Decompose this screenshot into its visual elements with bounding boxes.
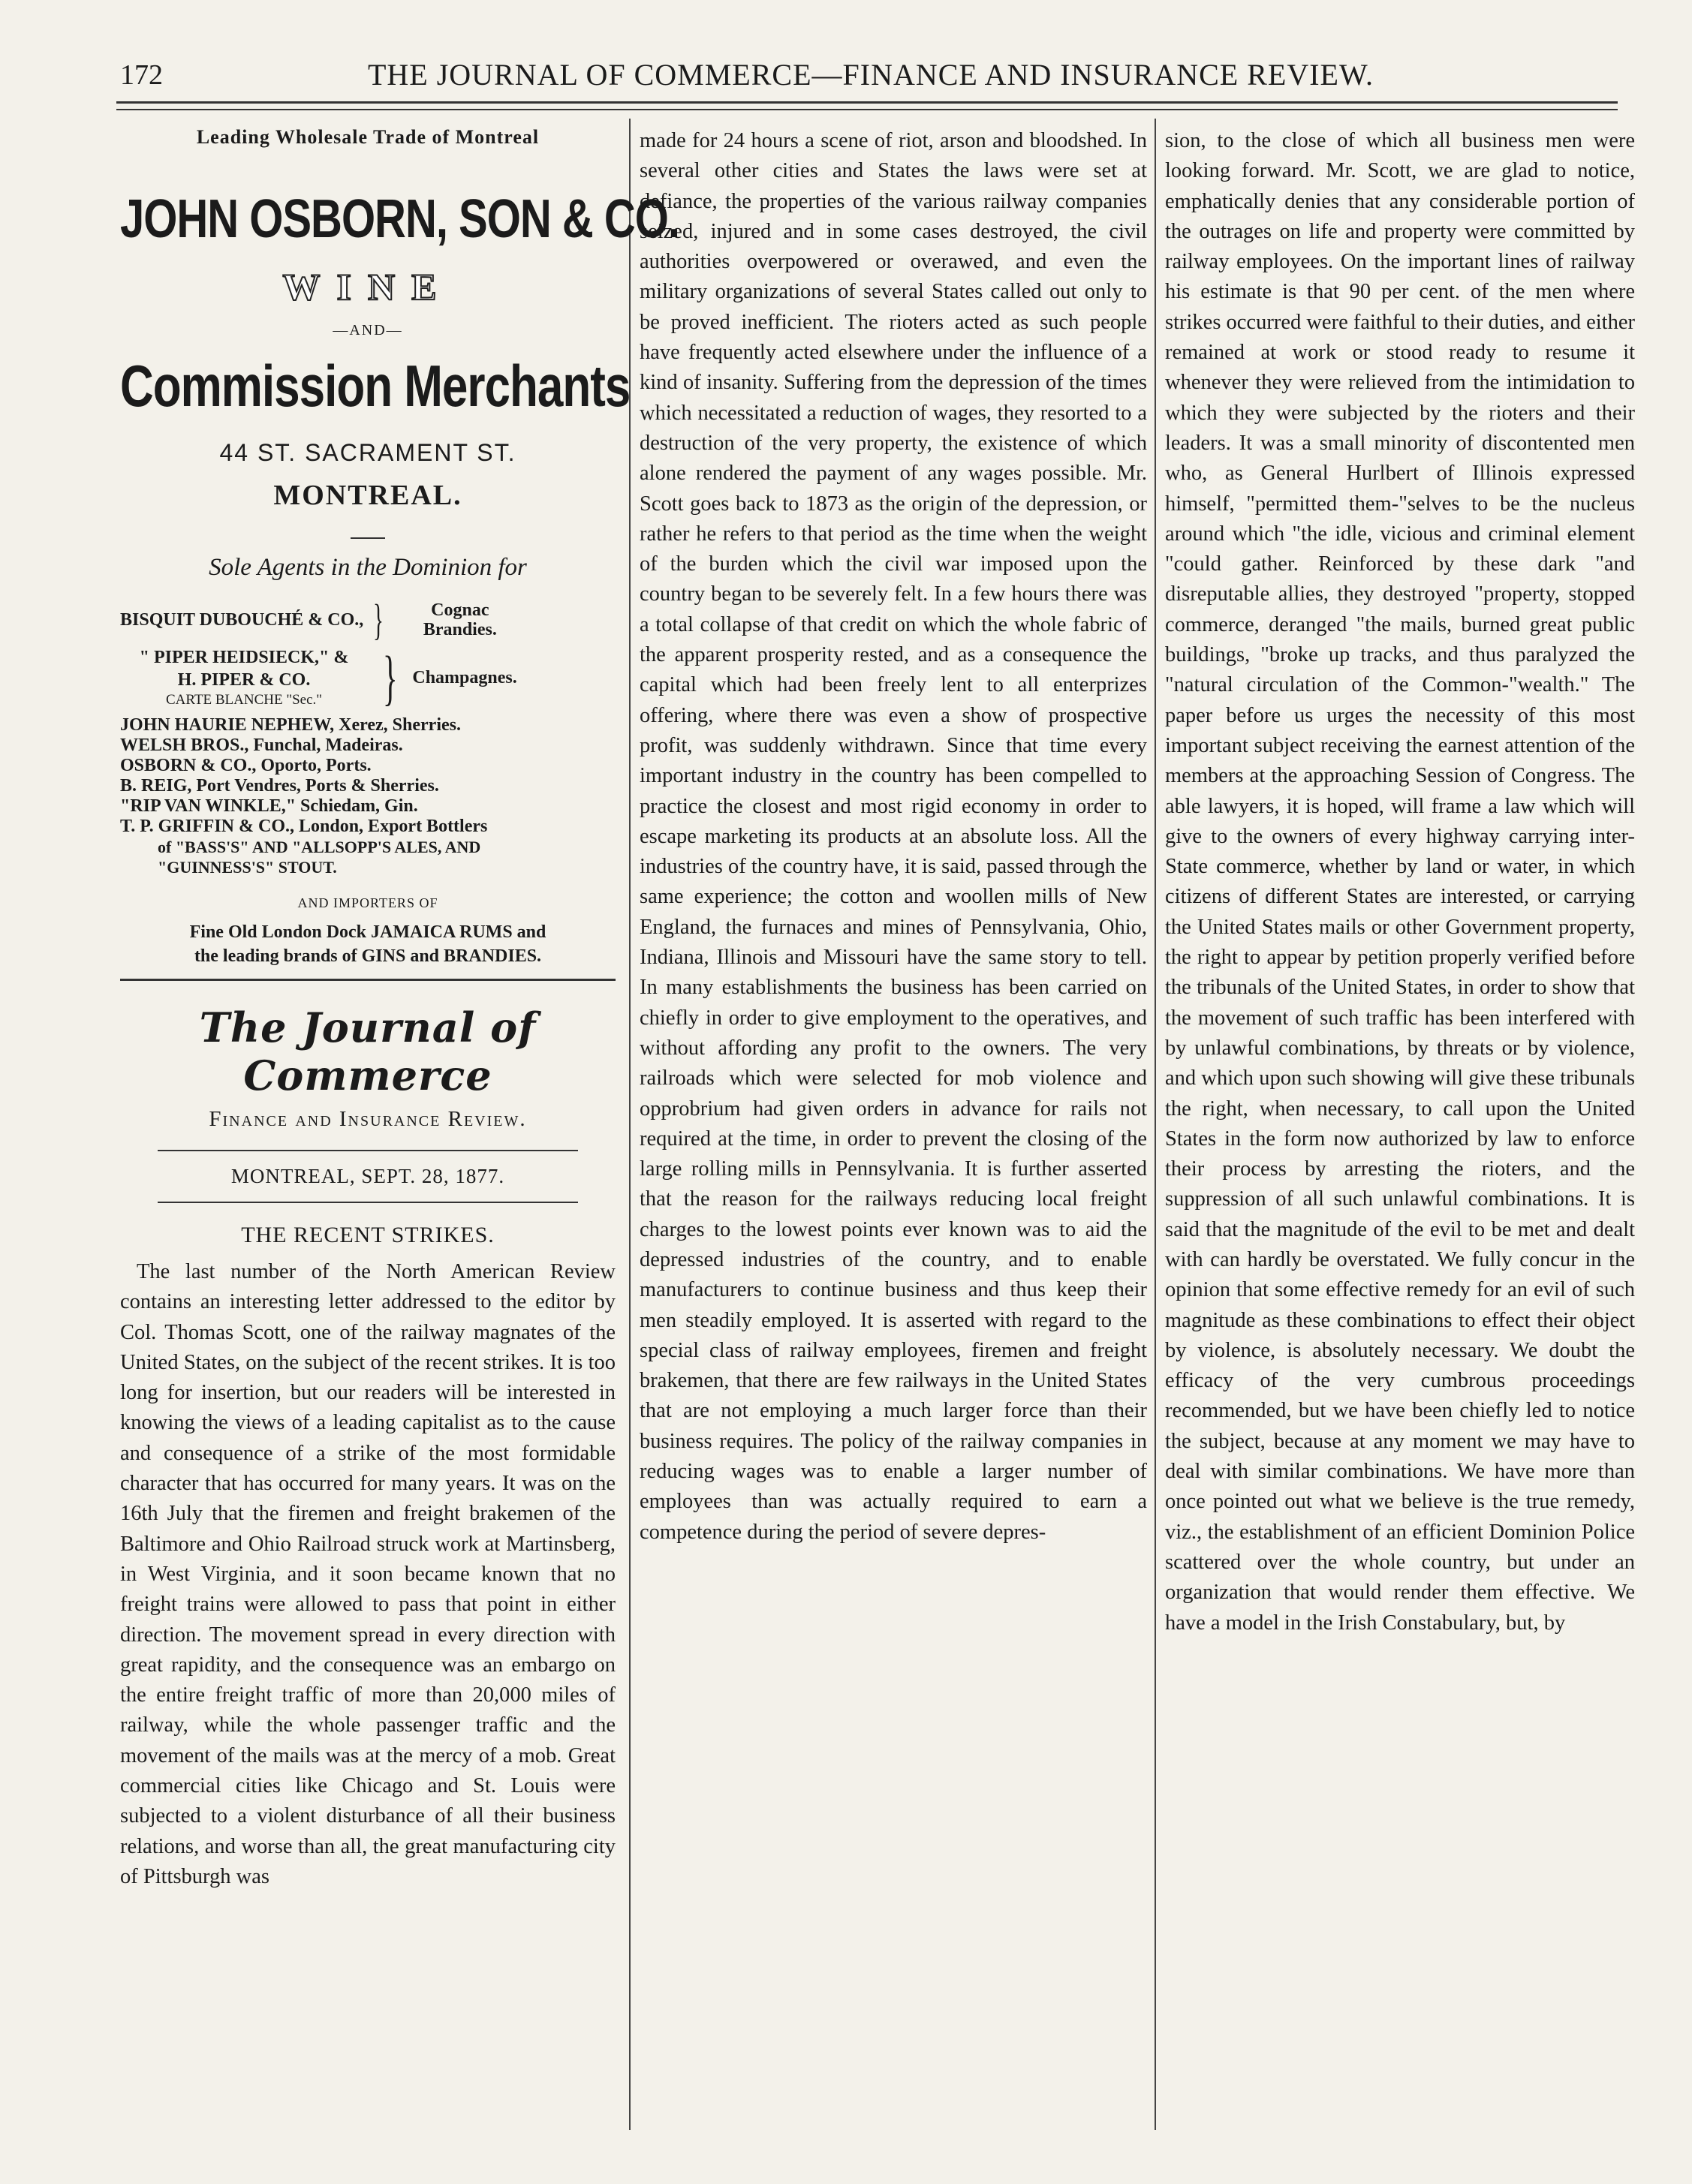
ad-agency-line: OSBORN & CO., Oporto, Ports.	[120, 756, 372, 775]
dateline-rule	[158, 1150, 578, 1151]
ad-and: —AND—	[333, 322, 403, 338]
ad-firm-name: JOHN OSBORN, SON & CO.	[120, 188, 679, 250]
article-body-col-1: The last number of the North American Review contains an interesting letter addressed to the editor by Col. Thomas Scott, one of the railway magnates of the United States, on the subject of the recent strikes. It is too long for insertion, but our readers will be interested in knowing the views of a leading capitalist as to the cause and consequence of a strike of the most formidable character that has occurred for many years. It was on the 16th July that the firemen and freight brakemen of the Baltimore and Ohio Railroad struck work at Martinsberg, in West Virginia, and it soon became known that no freight trains were allowed to pass that point in either direction. The movement spread in every direction with great rapidity, and the consequence was an embargo on the entire freight traffic of more than 20,000 miles of railway, while the whole passenger traffic and the movement of the mails was at the mercy of a mob. Great commercial cities like Chicago and St. Louis were subjected to a violent disturbance of all their business relations, and worse than all, the great manufacturing city of Pittsburgh was	[120, 1260, 616, 1888]
masthead-subtitle: Finance and Insurance Review.	[209, 1107, 527, 1131]
article-body-col-3: sion, to the close of which all business men were looking forward. Mr. Scott, we are glad to notice, emphatically denies that any considerable portion of the outrages on life and property were committed by railway employees. On the important lines of railway his estimate is that 90 per cent. of the men where strikes occurred were faithful to their duties, and either remained at work or stood ready to resume it whenever they were relieved from the intimidation to which they were subjected by the rioters and their leaders. It was a small minority of discontented men who, as General Hurlbert of Illinois expressed himself, "permitted them-"selves to be the nucleus around which "the idle, vicious and criminal element "could gather. Reinforced by these dark "and disreputable allies, they destroyed "property, stopped commerce, deranged "the mails, burned great public buildings, "broke up tracks, and thus paralyzed the "natural circulation of the Common-"wealth." The paper before us urges the necessity of this most important subject receiving the earnest attention of the members at the approaching Session of Congress. The able lawyers, it is hoped, will frame a law which will give to the owners of every highway carrying inter-State commerce, whether by land or water, in which citizens of different States are interested, or carrying the United States mails or other Government property, the right to appear by petition properly verified before the tribunals of the United States, in order to show that the movement of such traffic has been interfered with by unlawful combinations, by threats or by violence, and which upon such showing will give these tribunals the right, when necessary, to call upon the United States in the form now authorized by law to enforce their process by arresting the rioters, and the suppression of all such unlawful combinations. It is said that the magnitude of the evil to be met and dealt with can hardly be overstated. We fully concur in the opinion that some effective remedy for an evil of such magnitude as these combinations to effect their object by violence, is absolutely necessary. We doubt the efficacy of the very cumbrous proceedings recommended, but we have been chiefly led to notice the subject, because at any moment we may have to deal with similar combinations. We have more than once pointed out what we believe is the true remedy, viz., the establishment of an efficient Dominion Police scattered over the whole country, but under an organization that would render them effective. We have a model in the Irish Constabulary, but, by	[1165, 129, 1635, 1635]
article-title: THE RECENT STRIKES.	[241, 1223, 495, 1247]
ad-city: MONTREAL.	[273, 480, 462, 511]
ad-agency-line: B. REIG, Port Vendres, Ports & Sherries.	[120, 776, 439, 796]
column-1	[120, 126, 679, 1892]
dateline: MONTREAL, SEPT. 28, 1877.	[230, 1165, 505, 1187]
column-2	[640, 126, 1147, 1548]
ad-agency-line: "GUINNESS'S" STOUT.	[158, 858, 337, 877]
ad-wine: WINE	[282, 266, 453, 308]
ad-agency-group-2	[120, 643, 616, 711]
ad-short-rule	[351, 537, 385, 539]
ad-agency-left: " PIPER HEIDSIECK," &	[139, 648, 349, 667]
brace: }	[382, 643, 398, 711]
ad-agency-group-1	[120, 595, 616, 644]
ad-sole-agents: Sole Agents in the Dominion for	[209, 554, 527, 581]
ad-importers: AND IMPORTERS OF	[297, 895, 438, 910]
ad-fine-line-1: Fine Old London Dock JAMAICA RUMS and	[189, 922, 546, 942]
column-divider-2	[1155, 119, 1156, 2130]
dateline-rule	[158, 1202, 578, 1203]
column-divider-1	[629, 119, 631, 2130]
header-rule-thin	[116, 109, 1618, 110]
article-body-col-2: made for 24 hours a scene of riot, arson and bloodshed. In several other cities and States the laws were set at defiance, the properties of the various railway companies seized, injured and in some cases destroyed, the civil authorities overpowered or overawed, and even the military organizations of several States called out only to be proved inefficient. The rioters acted as such people have frequently acted elsewhere under the influence of a kind of insanity. Suffering from the depression of the times which necessitated a reduction of wages, they resorted to a destruction of the very property, the existence of which alone rendered the payment of any wages possible. Mr. Scott goes back to 1873 as the origin of the depression, or rather he refers to that period as the time when the weight of the burden which the civil war imposed upon the country began to be severely felt. In a few hours there was a total collapse of that credit on which the whole fabric of the apparent prosperity rested, and as a consequence the capital which had been freely lent to all enterprizes offering, where there was even a show of prospective profit, was suddenly withdrawn. Since that time every important industry in the country has been compelled to practice the closest and most rigid economy in order to escape marketing its products at an absolute loss. All the industries of the country have, it is said, passed through the same experience; the cotton and woollen mills of New England, the furnaces and mines of Pennsylvania, Ohio, Indiana, Illinois and Missouri have the same story to tell. In many establishments the business has been carried on chiefly in order to give employment to the operatives, and without affording any profit to the owners. The very railroads which were selected for mob violence and opprobrium had given orders in advance for rails not required at the time, in order to prevent the closing of the large rolling mills in Pennsylvania. It is further asserted that the reason for the railways reducing local freight charges to the lowest points ever known was to aid the depressed industries of the country, and to enable manufacturers to continue business and thus keep their men steadily employed. It is asserted with regard to the special class of railway employees, firemen and freight brakemen, that there are few railways in the United States that are not employing a much larger force than their business requires. The policy of the railway companies in reducing wages was to enable a larger number of employees than was actually required to earn a competence during the period of severe depres-	[640, 129, 1147, 1544]
ad-commission-merchants: Commission Merchants	[120, 354, 631, 420]
ad-agency-left: CARTE BLANCHE "Sec."	[165, 692, 323, 708]
ad-agency-left: BISQUIT DUBOUCHÉ & CO.,	[120, 610, 364, 630]
advertisement	[120, 126, 679, 981]
ad-bottom-rule	[120, 979, 616, 981]
ad-agency-line: T. P. GRIFFIN & CO., London, Export Bottlers	[120, 817, 488, 836]
header-rule	[116, 101, 1618, 104]
ad-agency-line: JOHN HAURIE NEPHEW, Xerez, Sherries.	[120, 715, 461, 735]
ad-agency-left: H. PIPER & CO.	[177, 670, 311, 690]
page-number: 172	[120, 59, 163, 91]
ad-agency-line: WELSH BROS., Funchal, Madeiras.	[120, 736, 403, 755]
ad-agency-right: Cognac Brandies.	[423, 600, 497, 639]
ad-agency-line: "RIP VAN WINKLE," Schiedam, Gin.	[120, 796, 418, 816]
brace: }	[372, 595, 384, 644]
running-title: THE JOURNAL OF COMMERCE—FINANCE AND INSURANCE REVIEW.	[367, 58, 1374, 92]
ad-fine-line-2: the leading brands of GINS and BRANDIES.	[194, 946, 542, 966]
ad-agency-right: Champagnes.	[412, 668, 517, 687]
ad-kicker: Leading Wholesale Trade of Montreal	[196, 126, 540, 148]
column-3	[1165, 126, 1635, 1638]
ad-agency-list	[120, 595, 616, 877]
ad-address: 44 ST. SACRAMENT ST.	[219, 439, 516, 466]
masthead-title: The Journal of Commerce	[199, 1003, 537, 1100]
ad-agency-line: of "BASS'S" AND "ALLSOPP'S ALES, AND	[158, 838, 481, 856]
